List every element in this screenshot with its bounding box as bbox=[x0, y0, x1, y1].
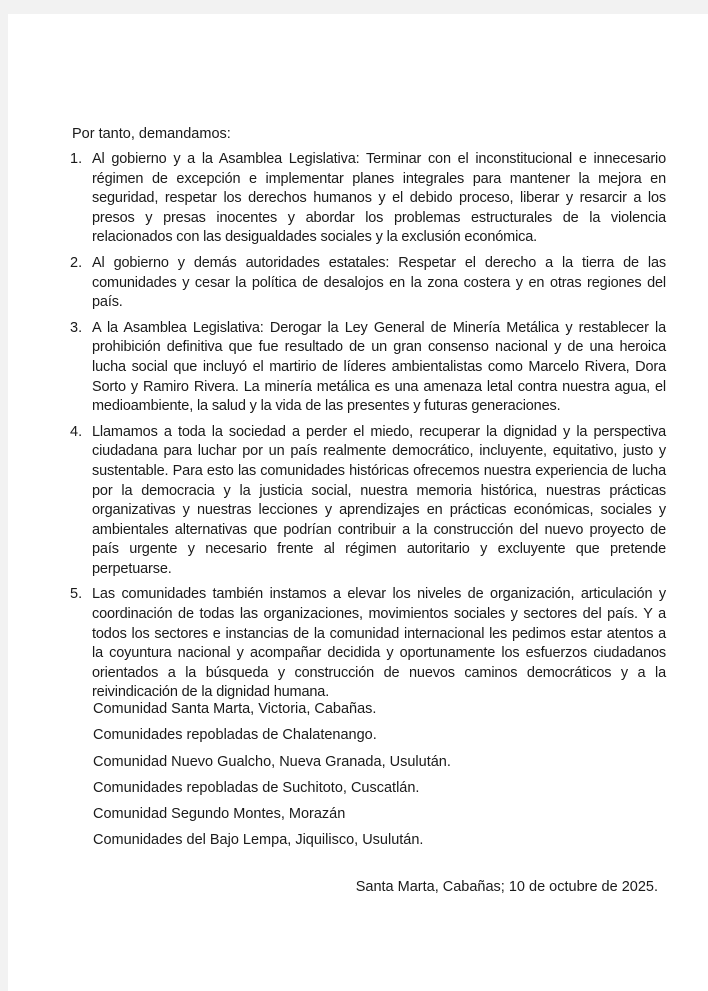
document-page bbox=[8, 14, 708, 991]
signatory: Comunidades repobladas de Chalatenango. bbox=[93, 727, 377, 744]
signatory: Comunidad Santa Marta, Victoria, Cabañas. bbox=[93, 701, 377, 717]
demand-text: Al gobierno y demás autoridades estatales: Respetar el derecho a la tierra de las comunidades y cesar la política de desalojos en la zona costera y en otras regiones del país. bbox=[92, 254, 666, 311]
signatories-list bbox=[93, 696, 451, 854]
demand-text: Llamamos a toda la sociedad a perder el miedo, recuperar la dignidad y la perspectiva ciudadana para luchar por un país realmente democrático, incluyente, equitativo, justo y sustentable. Para esto las comunidades históricas ofrecemos nuestra experiencia de lucha por la democracia y la justicia social, nuestra memoria histórica, nuestras prácticas organizativas y nuestras lecciones y aprendizajes en prácticas económicas, sociales y ambientales alternativas que podrían contribuir a la construcción del nuevo proyecto de país urgente y necesario frente al régimen autoritario y excluyente que pretende perpetuarse. bbox=[92, 423, 666, 577]
demand-text: Las comunidades también instamos a elevar los niveles de organización, articulación y coordinación de todas las organizaciones, movimientos sociales y sectores del país. Y a todos los sectores e instancias de la comunidad internacional les pedimos estar atentos a la coyuntura nacional y acompañar decidida y oportunamente los esfuerzos ciudadanos orientados a la búsqueda y construcción de nuevos caminos democráticos y a la reivindicación de la dignidad humana. bbox=[92, 586, 666, 701]
demand-number: 4. bbox=[70, 423, 83, 440]
demand-text: A la Asamblea Legislativa: Derogar la Ley General de Minería Metálica y restablecer la prohibición definitiva que fue resultado de un gran consenso nacional y de una heroica lucha social que incluyó el martirio de líderes ambientalistas como Marcelo Rivera, Dora Sorto y Ramiro Rivera. La minería metálica es una amenaza letal contra nuestra agua, el medioambiente, la salud y la vida de las presentes y futuras generaciones. bbox=[92, 319, 666, 415]
demand-item bbox=[70, 319, 666, 417]
signatory: Comunidades del Bajo Lempa, Jiquilisco, Usulután. bbox=[93, 832, 424, 849]
dateline: Santa Marta, Cabañas; 10 de octubre de 2025. bbox=[355, 879, 658, 895]
demand-text: Al gobierno y a la Asamblea Legislativa: Terminar con el inconstitucional e innecesario régimen de excepción e implementar planes integrales para mantener la mejora en seguridad, respetar los derechos humanos y el debido proceso, liberar y resarcir a los presos y presas inocentes y abordar los problemas estructurales de la violencia relacionados con las desigualdades sociales y la exclusión económica. bbox=[92, 151, 666, 246]
demand-number: 1. bbox=[70, 151, 83, 167]
demand-item bbox=[70, 585, 666, 703]
demand-number: 2. bbox=[70, 254, 83, 271]
demand-item bbox=[70, 423, 666, 580]
signatory: Comunidades repobladas de Suchitoto, Cuscatlán. bbox=[93, 779, 420, 796]
intro-text: Por tanto, demandamos: bbox=[72, 126, 231, 142]
demand-item bbox=[70, 150, 666, 248]
demand-item bbox=[70, 254, 666, 313]
demands-list bbox=[70, 150, 666, 709]
signatory: Comunidad Nuevo Gualcho, Nueva Granada, Usulután. bbox=[93, 753, 451, 770]
demand-number: 5. bbox=[70, 586, 83, 603]
signatory: Comunidad Segundo Montes, Morazán bbox=[93, 806, 346, 823]
demand-number: 3. bbox=[70, 319, 83, 336]
